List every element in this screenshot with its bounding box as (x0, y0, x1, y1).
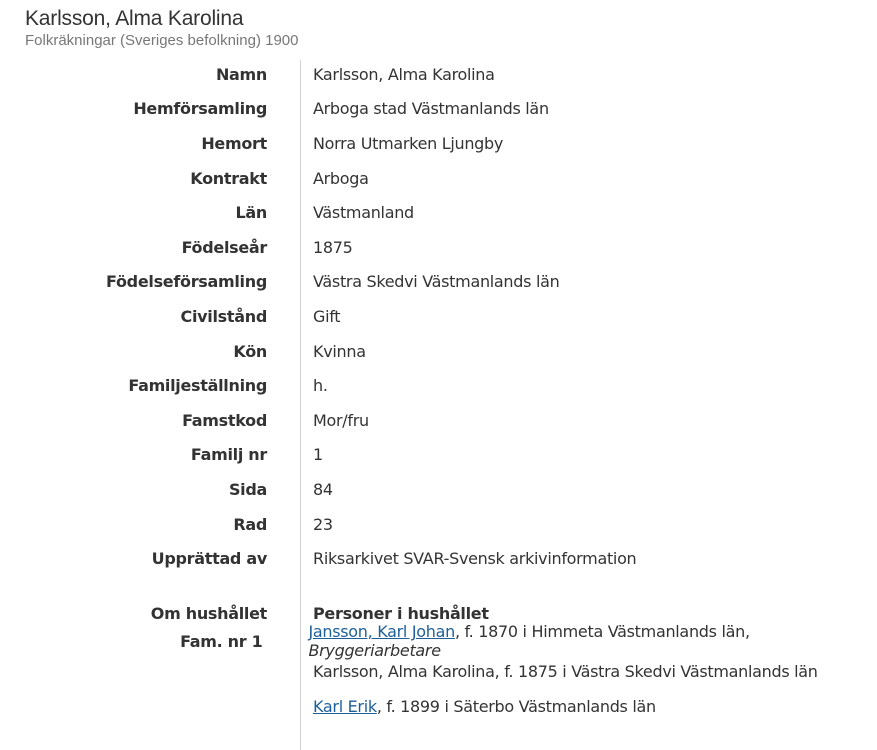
field-label: Familjeställning (128, 376, 267, 396)
field-label: Civilstånd (180, 306, 267, 326)
field-value: Norra Utmarken Ljungby (313, 133, 504, 153)
person-details: Karlsson, Alma Karolina, f. 1875 i Västra Skedvi Västmanlands län (313, 662, 818, 681)
field-value: Riksarkivet SVAR-Svensk arkivinformation (313, 549, 637, 569)
household-section (0, 598, 877, 723)
household-person-row (0, 622, 877, 660)
field-row-sida (0, 472, 877, 507)
field-value: Arboga stad Västmanlands län (313, 99, 549, 119)
field-row-fodelseforsamling (0, 265, 877, 300)
field-value: Arboga (313, 168, 369, 188)
page-title: Karlsson, Alma Karolina (25, 7, 244, 30)
field-row-upprattad-av (0, 541, 877, 576)
field-value: Västmanland (313, 203, 414, 223)
field-value: 84 (313, 479, 333, 499)
field-label: Kontrakt (190, 168, 267, 188)
field-label: Hemort (201, 133, 267, 153)
field-row-rad (0, 507, 877, 542)
field-row-famstkod (0, 403, 877, 438)
field-value: Karlsson, Alma Karolina (313, 64, 495, 84)
family-number-label: Fam. nr 1 (180, 631, 263, 651)
field-label: Kön (233, 341, 267, 361)
field-label: Födelseförsamling (106, 272, 267, 292)
person-details: , f. 1870 i Himmeta Västmanlands län, (454, 622, 750, 641)
field-label: Rad (233, 514, 267, 534)
field-label: Namn (215, 64, 267, 84)
field-value: Kvinna (313, 341, 366, 361)
person-entry (308, 622, 877, 660)
record-fields (0, 57, 877, 576)
field-value: Västra Skedvi Västmanlands län (313, 272, 560, 292)
person-link-karl-erik[interactable]: Karl Erik (313, 696, 377, 716)
field-row-namn (0, 57, 877, 92)
field-row-civilstand (0, 299, 877, 334)
field-row-hemort (0, 126, 877, 161)
field-value: h. (313, 376, 328, 396)
field-label: Famstkod (182, 410, 267, 430)
field-value: 1 (313, 445, 323, 465)
field-value: 1875 (313, 237, 353, 257)
field-label: Upprättad av (151, 549, 267, 569)
person-details: , f. 1899 i Säterbo Västmanlands län (376, 696, 656, 716)
field-row-familjestallning (0, 368, 877, 403)
source-subtitle: Folkräkningar (Sveriges befolkning) 1900 (25, 32, 299, 49)
person-occupation: Bryggeriarbetare (308, 641, 441, 660)
persons-heading: Personer i hushållet (313, 603, 489, 623)
field-label: Hemförsamling (133, 99, 267, 119)
field-label: Län (235, 203, 267, 223)
field-row-familj-nr (0, 438, 877, 473)
field-value: 23 (313, 514, 333, 534)
field-label: Födelseår (181, 237, 267, 257)
record-header (25, 6, 298, 50)
person-link-karl-johan[interactable]: Jansson, Karl Johan (308, 622, 455, 641)
field-value: Gift (313, 306, 341, 326)
field-label: Sida (228, 479, 267, 499)
household-section-label: Om hushållet (150, 603, 267, 623)
field-row-lan (0, 195, 877, 230)
field-row-hemforsamling (0, 92, 877, 127)
field-row-kon (0, 334, 877, 369)
field-row-fodelsear (0, 230, 877, 265)
field-row-kontrakt (0, 161, 877, 196)
person-entry-karl-erik (313, 689, 877, 723)
field-value: Mor/fru (313, 410, 369, 430)
field-label: Familj nr (190, 445, 267, 465)
